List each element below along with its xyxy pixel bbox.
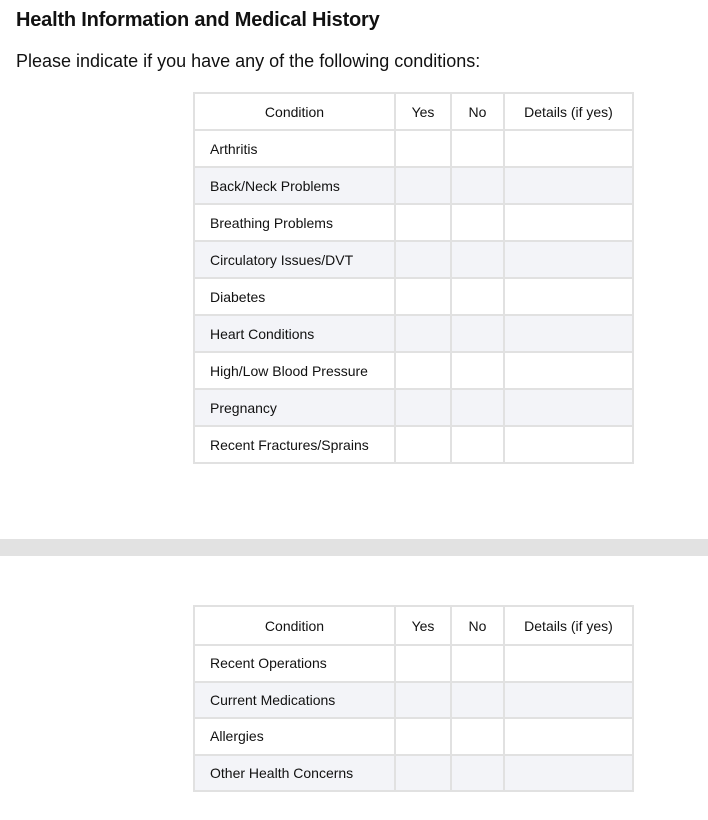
header-no: No <box>451 93 504 130</box>
no-cell[interactable] <box>451 645 504 682</box>
details-cell[interactable] <box>504 167 633 204</box>
no-cell[interactable] <box>451 426 504 463</box>
header-yes: Yes <box>395 606 451 645</box>
no-cell[interactable] <box>451 315 504 352</box>
table-row <box>194 241 633 278</box>
details-cell[interactable] <box>504 204 633 241</box>
condition-label: Back/Neck Problems <box>194 167 395 204</box>
table-row <box>194 426 633 463</box>
details-cell[interactable] <box>504 130 633 167</box>
table-header-row <box>194 93 633 130</box>
no-cell[interactable] <box>451 352 504 389</box>
yes-cell[interactable] <box>395 389 451 426</box>
no-cell[interactable] <box>451 278 504 315</box>
details-cell[interactable] <box>504 718 633 755</box>
condition-label: Arthritis <box>194 130 395 167</box>
yes-cell[interactable] <box>395 426 451 463</box>
conditions-table-1 <box>193 92 634 464</box>
no-cell[interactable] <box>451 682 504 719</box>
details-cell[interactable] <box>504 315 633 352</box>
conditions-table-2 <box>193 605 634 792</box>
details-cell[interactable] <box>504 352 633 389</box>
instruction-text: Please indicate if you have any of the following conditions: <box>16 51 481 71</box>
condition-label: Circulatory Issues/DVT <box>194 241 395 278</box>
yes-cell[interactable] <box>395 315 451 352</box>
page-title: Health Information and Medical History <box>16 9 380 31</box>
header-condition: Condition <box>194 606 395 645</box>
no-cell[interactable] <box>451 130 504 167</box>
no-cell[interactable] <box>451 204 504 241</box>
table-row <box>194 389 633 426</box>
header-details: Details (if yes) <box>504 93 633 130</box>
condition-label: Pregnancy <box>194 389 395 426</box>
yes-cell[interactable] <box>395 278 451 315</box>
no-cell[interactable] <box>451 167 504 204</box>
details-cell[interactable] <box>504 241 633 278</box>
condition-label: Breathing Problems <box>194 204 395 241</box>
table-row <box>194 718 633 755</box>
details-cell[interactable] <box>504 389 633 426</box>
table-row <box>194 167 633 204</box>
table-row <box>194 315 633 352</box>
yes-cell[interactable] <box>395 755 451 792</box>
condition-label: Current Medications <box>194 682 395 719</box>
condition-label: Recent Operations <box>194 645 395 682</box>
table-row <box>194 755 633 792</box>
details-cell[interactable] <box>504 755 633 792</box>
page-break-divider <box>0 539 708 556</box>
yes-cell[interactable] <box>395 204 451 241</box>
header-details: Details (if yes) <box>504 606 633 645</box>
table-header-row <box>194 606 633 645</box>
yes-cell[interactable] <box>395 167 451 204</box>
details-cell[interactable] <box>504 278 633 315</box>
details-cell[interactable] <box>504 645 633 682</box>
details-cell[interactable] <box>504 426 633 463</box>
no-cell[interactable] <box>451 718 504 755</box>
yes-cell[interactable] <box>395 130 451 167</box>
condition-label: Allergies <box>194 718 395 755</box>
header-no: No <box>451 606 504 645</box>
yes-cell[interactable] <box>395 241 451 278</box>
condition-label: Recent Fractures/Sprains <box>194 426 395 463</box>
yes-cell[interactable] <box>395 352 451 389</box>
table-row <box>194 204 633 241</box>
table-row <box>194 130 633 167</box>
table-row <box>194 278 633 315</box>
table-row <box>194 682 633 719</box>
yes-cell[interactable] <box>395 645 451 682</box>
table-row <box>194 352 633 389</box>
condition-label: Diabetes <box>194 278 395 315</box>
no-cell[interactable] <box>451 241 504 278</box>
no-cell[interactable] <box>451 389 504 426</box>
yes-cell[interactable] <box>395 682 451 719</box>
header-yes: Yes <box>395 93 451 130</box>
details-cell[interactable] <box>504 682 633 719</box>
table-row <box>194 645 633 682</box>
no-cell[interactable] <box>451 755 504 792</box>
condition-label: Other Health Concerns <box>194 755 395 792</box>
condition-label: High/Low Blood Pressure <box>194 352 395 389</box>
yes-cell[interactable] <box>395 718 451 755</box>
header-condition: Condition <box>194 93 395 130</box>
condition-label: Heart Conditions <box>194 315 395 352</box>
